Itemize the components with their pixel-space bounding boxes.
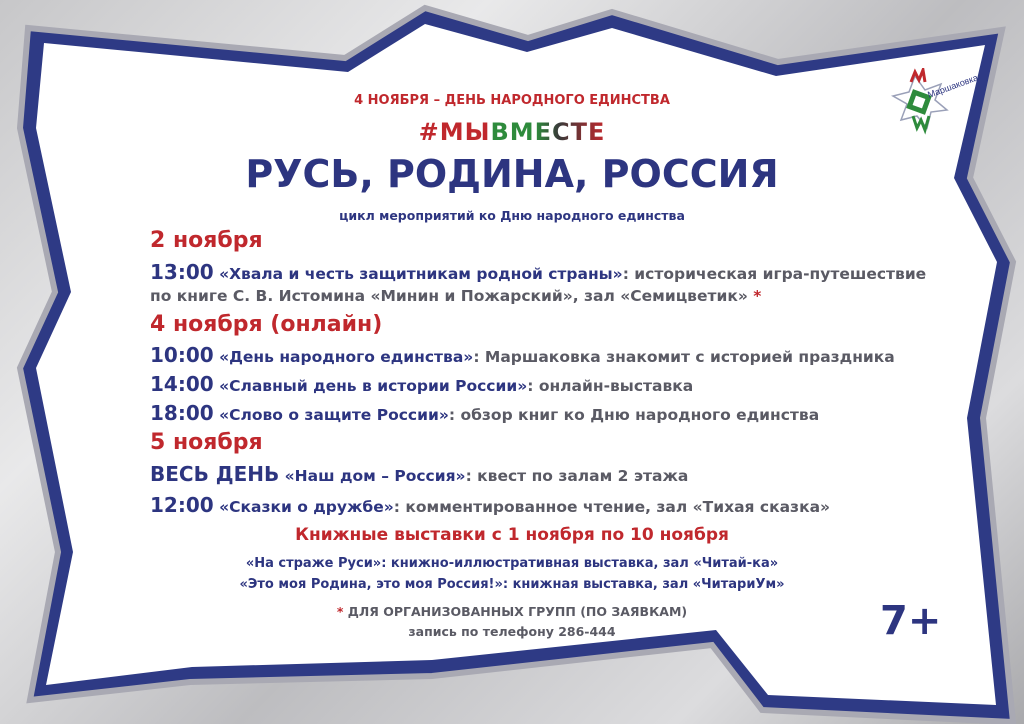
event-time: ВЕСЬ ДЕНЬ [150, 462, 280, 486]
event-title: «День народного единства» [219, 348, 474, 366]
event-time: 18:00 [150, 401, 214, 425]
event-title: «Славный день в истории России» [219, 377, 528, 395]
day-heading-3: 5 ноября [150, 430, 263, 455]
exhibition-item: «Это моя Родина, это моя Россия!»: книжная выставка, зал «ЧитариУм» [239, 577, 785, 592]
logo-red-m [911, 70, 925, 82]
event-row-continuation [150, 287, 761, 305]
event-time: 12:00 [150, 493, 214, 517]
event-row [150, 493, 830, 517]
exhibition-item: «На страже Руси»: книжно-иллюстративная выставка, зал «Читай-ка» [245, 556, 779, 571]
groups-note [0, 604, 1024, 619]
day-heading-1: 2 ноября [150, 228, 263, 253]
event-row [150, 462, 688, 486]
event-description: : онлайн-выставка [527, 377, 694, 395]
event-description: : комментированное чтение, зал «Тихая сказка» [393, 498, 831, 516]
exhibitions-heading: Книжные выставки с 1 ноября по 10 ноября [295, 525, 729, 545]
phone-note: запись по телефону 286-444 [408, 624, 616, 639]
event-row [150, 372, 693, 396]
hashtag-part-2: ВМЕСТЕ [490, 118, 606, 146]
page-title: РУСЬ, РОДИНА, РОССИЯ [245, 152, 779, 196]
event-description: : историческая игра-путешествие [622, 265, 927, 283]
asterisk-marker: * [336, 604, 344, 619]
event-row [150, 343, 895, 367]
asterisk-marker: * [753, 287, 762, 305]
day-heading-2: 4 ноября (онлайн) [150, 312, 383, 337]
event-date-line: 4 НОЯБРЯ – ДЕНЬ НАРОДНОГО ЕДИНСТВА [354, 93, 670, 108]
event-description-line-2: по книге С. В. Истомина «Минин и Пожарский», зал «Семицветик» [150, 287, 748, 305]
groups-note-text: ДЛЯ ОРГАНИЗОВАННЫХ ГРУПП (ПО ЗАЯВКАМ) [343, 604, 688, 619]
event-row [150, 401, 819, 425]
event-title: «Наш дом – Россия» [284, 467, 466, 485]
event-time: 13:00 [150, 260, 214, 284]
event-title: «Хвала и честь защитникам родной страны» [219, 265, 623, 283]
event-title: «Слово о защите России» [219, 406, 449, 424]
event-time: 10:00 [150, 343, 214, 367]
hashtag [0, 118, 1024, 146]
event-description: : обзор книг ко Дню народного единства [448, 406, 820, 424]
event-time: 14:00 [150, 372, 214, 396]
event-row [150, 260, 926, 284]
event-description: : Маршаковка знакомит с историей праздника [473, 348, 895, 366]
logo-text: Маршаковка [926, 72, 980, 100]
hashtag-part-1: #МЫ [418, 118, 491, 146]
event-description: : квест по залам 2 этажа [465, 467, 689, 485]
page-subtitle: цикл мероприятий ко Дню народного единства [339, 208, 685, 223]
event-title: «Сказки о дружбе» [219, 498, 394, 516]
age-rating-badge: 7+ [880, 598, 942, 644]
